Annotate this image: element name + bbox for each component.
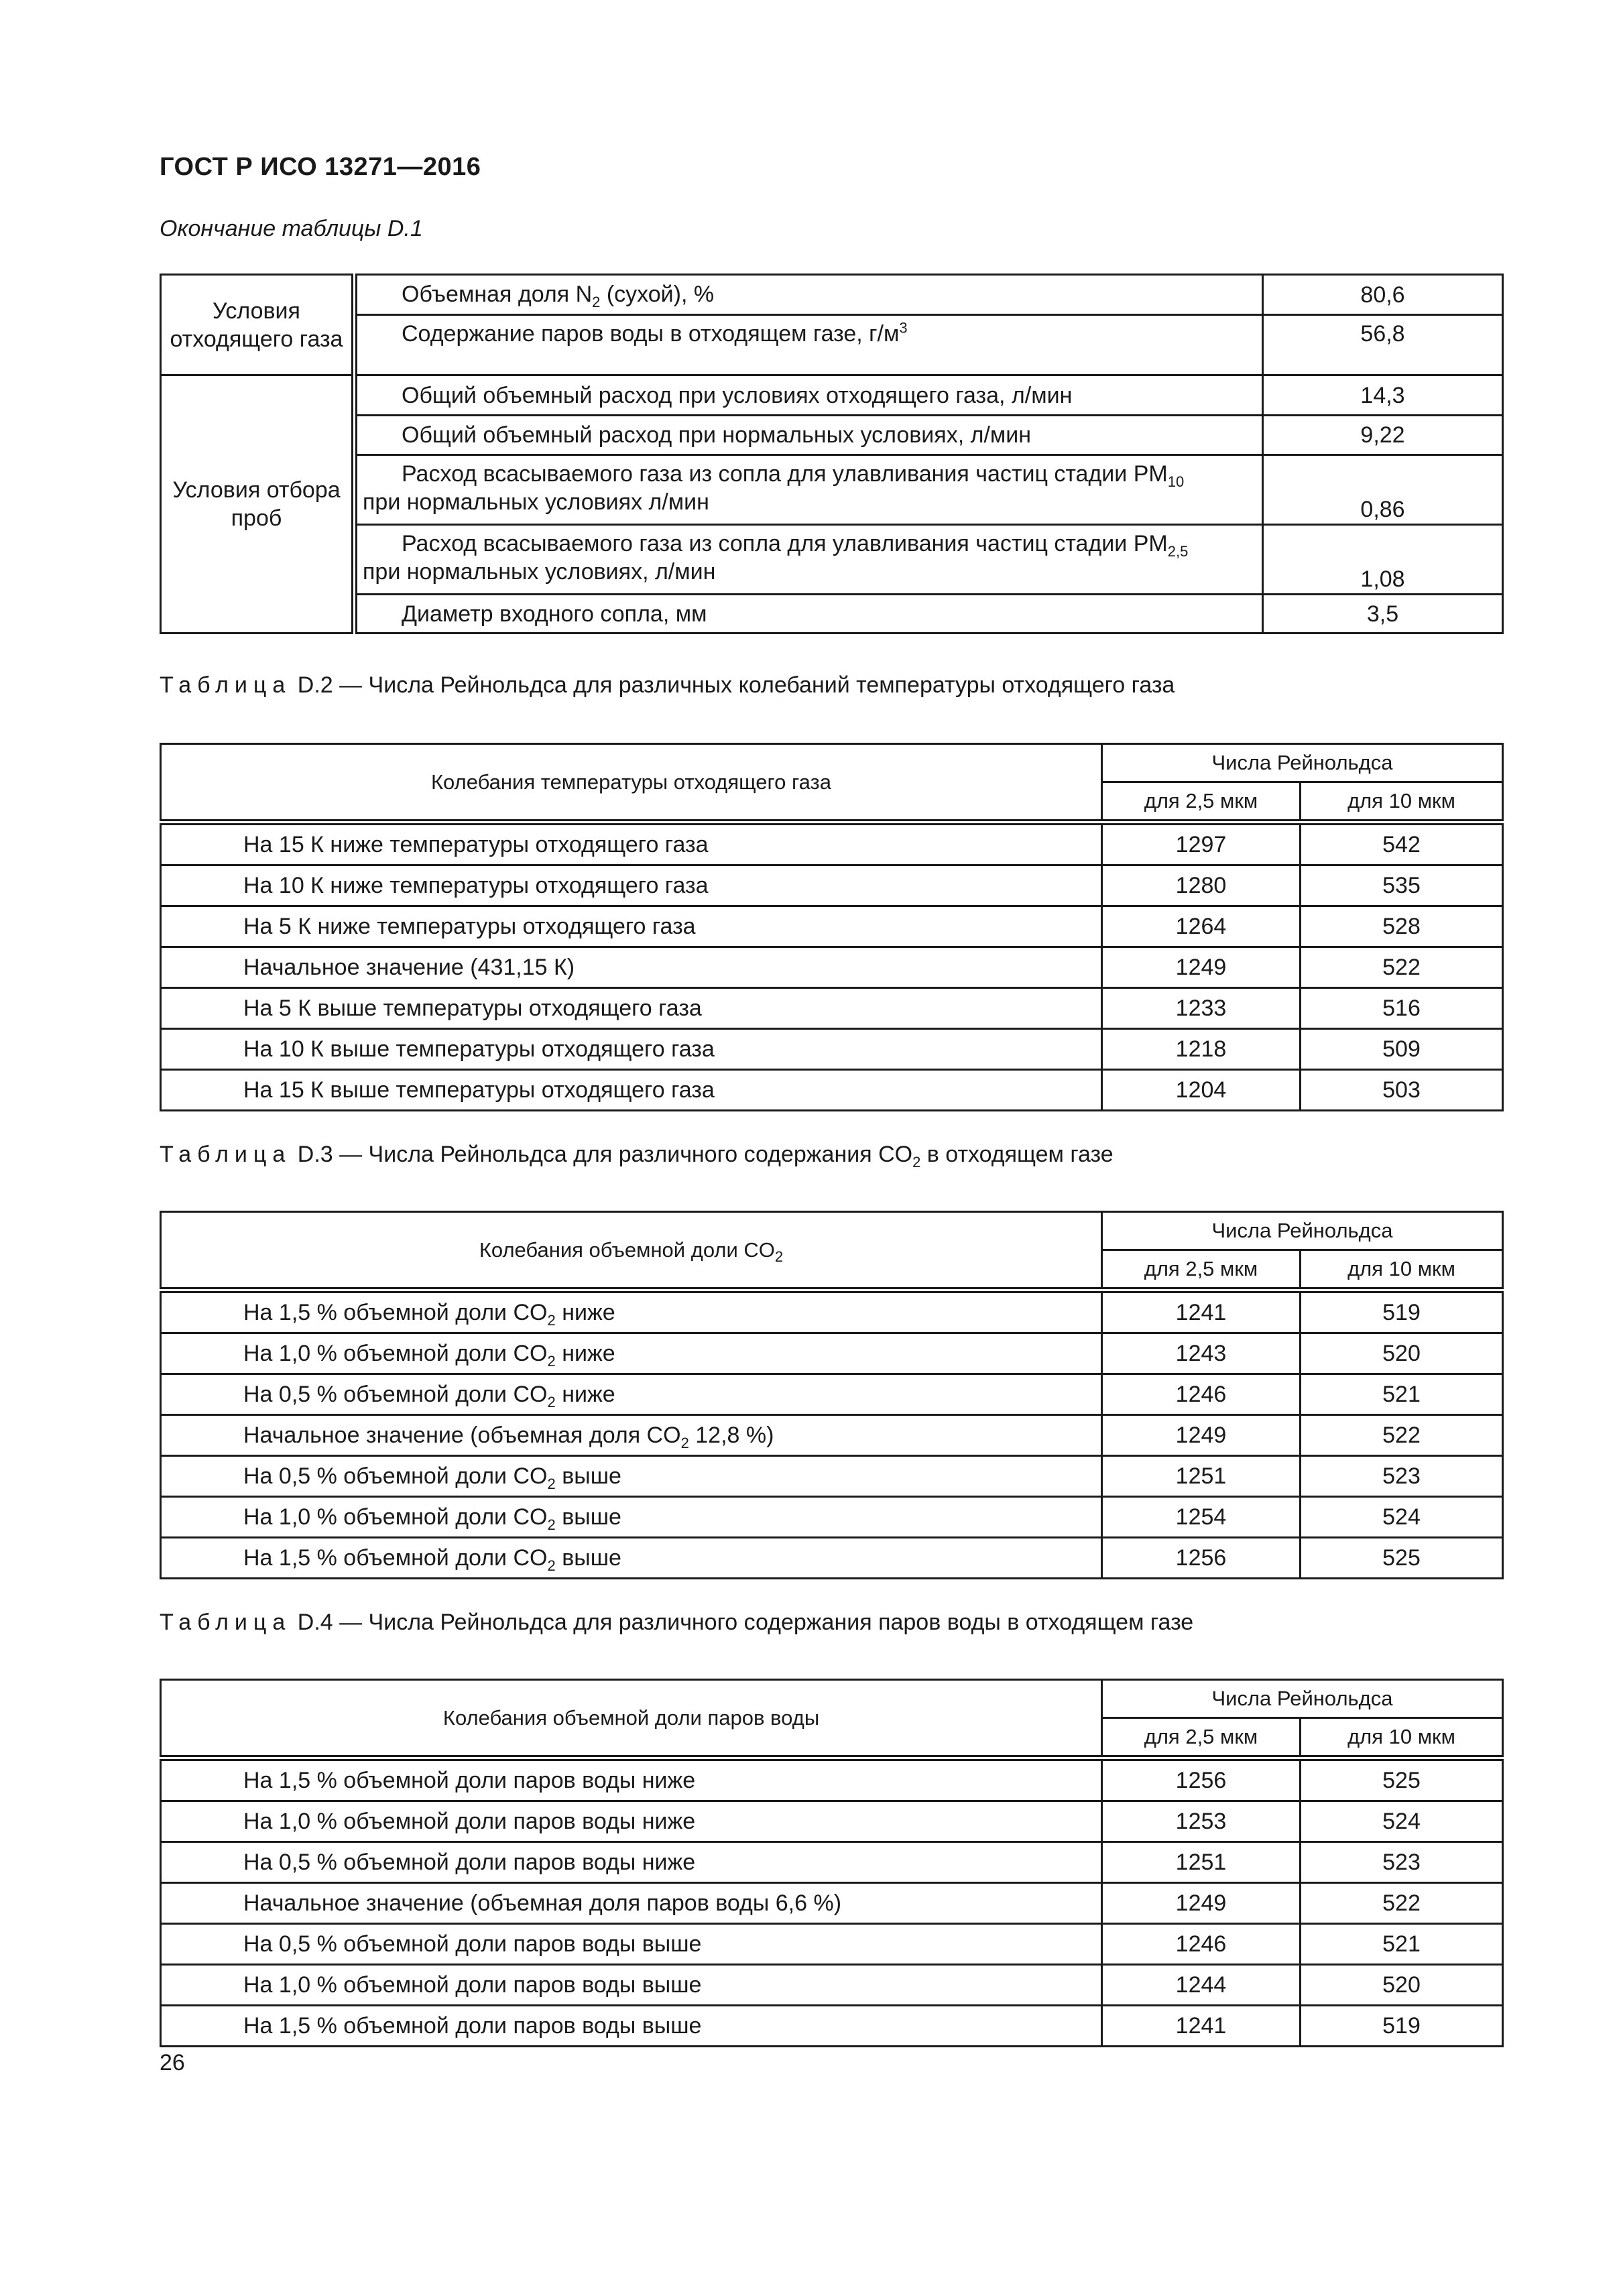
- table-row: Начальное значение (объемная доля паров воды 6,6 %) 1249 522: [161, 1883, 1503, 1924]
- table-row: На 10 К выше температуры отходящего газа 1218 509: [161, 1029, 1503, 1070]
- document-header: ГОСТ Р ИСО 13271—2016: [160, 153, 481, 181]
- subheader-2-5: для 2,5 мкм: [1102, 1718, 1301, 1758]
- param-cell: Объемная доля $N_2$ (сухой), %: [355, 275, 1263, 315]
- table-d2: [160, 743, 1504, 1111]
- table-d2-caption: Таблица D.2 — Числа Рейнольдса для различных колебаний температуры отходящего газа: [160, 672, 1175, 698]
- value-cell: 3,5: [1263, 595, 1503, 633]
- param-cell: Диаметр входного сопла, мм: [355, 595, 1263, 633]
- value-cell: 80,6: [1263, 275, 1503, 315]
- table-d3: [160, 1211, 1504, 1579]
- table-row: На 1,5 % объемной доли паров воды выше 1241 519: [161, 2006, 1503, 2047]
- value-cell: 1,08: [1263, 525, 1503, 595]
- param-cell: Общий объемный расход при условиях отходящего газа, л/мин: [355, 375, 1263, 416]
- subheader-10: для 10 мкм: [1301, 1250, 1503, 1290]
- table-row: Начальное значение (объемная доля $CO_2$ 12,8 %) 1249 522: [161, 1415, 1503, 1456]
- column-header: Колебания температуры отходящего газа: [161, 744, 1102, 823]
- group-label: Условия отходящего газа: [161, 275, 355, 375]
- column-header: Колебания объемной доли паров воды: [161, 1680, 1102, 1758]
- reynolds-header: Числа Рейнольдса: [1102, 744, 1503, 782]
- table-d4: [160, 1679, 1504, 2047]
- table-row: На 0,5 % объемной доли паров воды ниже 1251 523: [161, 1842, 1503, 1883]
- table-row: На 1,5 % объемной доли $CO_2$ ниже 1241 519: [161, 1290, 1503, 1333]
- reynolds-header: Числа Рейнольдса: [1102, 1212, 1503, 1250]
- table-row: На 1,5 % объемной доли $CO_2$ выше 1256 525: [161, 1538, 1503, 1579]
- table-row: На 1,0 % объемной доли $CO_2$ ниже 1243 520: [161, 1333, 1503, 1374]
- group-label: Условия отбора проб: [161, 375, 355, 633]
- table-d3-caption: Таблица D.3 — Числа Рейнольдса для различного содержания $CO_2$ в отходящем газе: [160, 1142, 1114, 1170]
- table-row: На 15 К выше температуры отходящего газа 1204 503: [161, 1070, 1503, 1111]
- subheader-2-5: для 2,5 мкм: [1102, 1250, 1301, 1290]
- table-row: На 5 К выше температуры отходящего газа 1233 516: [161, 988, 1503, 1029]
- table-row: На 0,5 % объемной доли паров воды выше 1246 521: [161, 1924, 1503, 1965]
- value-cell: 9,22: [1263, 416, 1503, 455]
- table-row: На 5 К ниже температуры отходящего газа 1264 528: [161, 906, 1503, 947]
- table-continuation-note: Окончание таблицы D.1: [160, 216, 423, 241]
- table-row: На 0,5 % объемной доли $CO_2$ выше 1251 523: [161, 1456, 1503, 1497]
- table-row: На 1,0 % объемной доли $CO_2$ выше 1254 524: [161, 1497, 1503, 1538]
- table-row: На 10 К ниже температуры отходящего газа 1280 535: [161, 865, 1503, 906]
- table-d4-caption: Таблица D.4 — Числа Рейнольдса для различного содержания паров воды в отходящем газе: [160, 1610, 1194, 1635]
- table-row: На 1,5 % объемной доли паров воды ниже 1256 525: [161, 1758, 1503, 1801]
- param-cell: Общий объемный расход при нормальных условиях, л/мин: [355, 416, 1263, 455]
- page-number: 26: [160, 2050, 185, 2075]
- column-header: Колебания объемной доли $CO_2$: [161, 1212, 1102, 1290]
- subheader-10: для 10 мкм: [1301, 1718, 1503, 1758]
- table-row: На 15 К ниже температуры отходящего газа 1297 542: [161, 823, 1503, 865]
- value-cell: 0,86: [1263, 455, 1503, 525]
- table-row: На 0,5 % объемной доли $CO_2$ ниже 1246 521: [161, 1374, 1503, 1415]
- reynolds-header: Числа Рейнольдса: [1102, 1680, 1503, 1718]
- value-cell: 14,3: [1263, 375, 1503, 416]
- value-cell: 56,8: [1263, 315, 1503, 375]
- subheader-10: для 10 мкм: [1301, 782, 1503, 823]
- param-cell: Расход всасываемого газа из сопла для улавливания частиц стадии $PM_{2,5}$ при нормальных условиях, л/мин: [355, 525, 1263, 595]
- table-d1: [160, 274, 1504, 634]
- subheader-2-5: для 2,5 мкм: [1102, 782, 1301, 823]
- table-row: На 1,0 % объемной доли паров воды выше 1244 520: [161, 1965, 1503, 2006]
- param-cell: Содержание паров воды в отходящем газе, $г/м^3$: [355, 315, 1263, 375]
- param-cell: Расход всасываемого газа из сопла для улавливания частиц стадии $PM_{10}$ при нормальных условиях л/мин: [355, 455, 1263, 525]
- table-row: Начальное значение (431,15 К) 1249 522: [161, 947, 1503, 988]
- table-row: На 1,0 % объемной доли паров воды ниже 1253 524: [161, 1801, 1503, 1842]
